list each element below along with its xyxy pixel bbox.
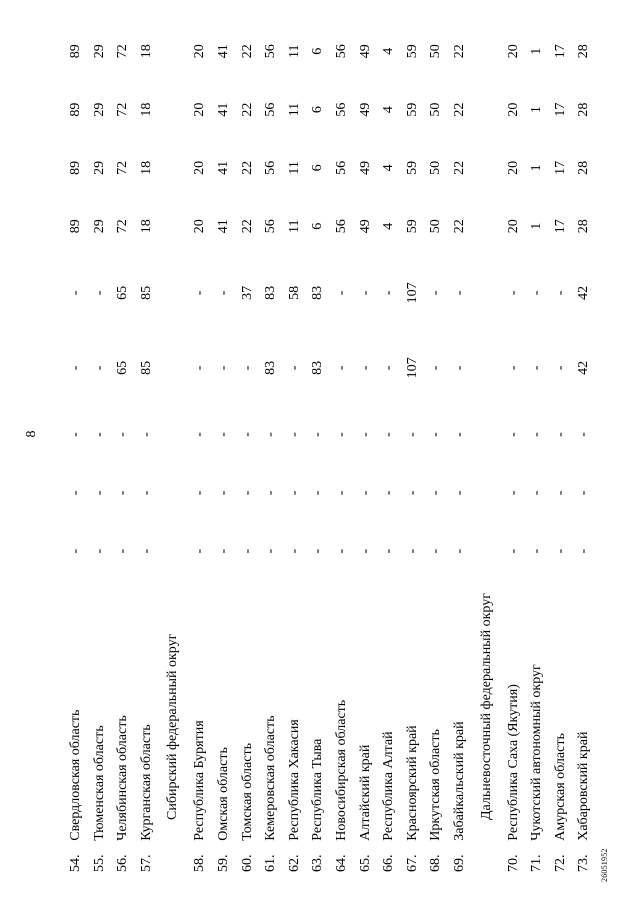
value-cell: - xyxy=(310,548,326,554)
value-cell: - xyxy=(428,432,444,437)
value-cell: 29 xyxy=(91,219,107,234)
value-cell: - xyxy=(381,432,397,437)
value-cell: 1 xyxy=(529,47,545,55)
value-cell: - xyxy=(286,365,302,371)
value-cell: - xyxy=(357,432,373,437)
value-cell: - xyxy=(428,490,444,496)
value-cell: 18 xyxy=(138,44,154,59)
value-cell: - xyxy=(215,490,231,496)
region-name: Хабаровский край xyxy=(576,731,592,841)
table-row xyxy=(259,22,283,872)
region-table xyxy=(64,22,596,872)
value-cell: - xyxy=(505,432,521,437)
value-cell: - xyxy=(381,548,397,554)
value-cell: 56 xyxy=(333,44,349,59)
row-number: 57. xyxy=(138,854,154,872)
value-cell: - xyxy=(310,432,326,437)
table-row xyxy=(572,22,596,872)
value-cell: 42 xyxy=(576,285,592,300)
value-cell: 22 xyxy=(239,219,255,234)
section-title: Дальневосточный федеральный округ xyxy=(478,593,494,820)
row-number: 70. xyxy=(505,854,521,872)
value-cell: - xyxy=(451,432,467,437)
table-row xyxy=(188,22,212,872)
value-cell: 41 xyxy=(215,219,231,234)
value-cell: 72 xyxy=(115,160,131,175)
table-row xyxy=(424,22,448,872)
value-cell: 11 xyxy=(286,219,302,233)
value-cell: 89 xyxy=(68,102,83,117)
value-cell: - xyxy=(138,432,154,437)
value-cell: - xyxy=(428,365,444,371)
row-number: 68. xyxy=(428,854,444,872)
table-row xyxy=(306,22,330,872)
value-cell: 6 xyxy=(310,106,326,114)
value-cell: - xyxy=(192,548,208,554)
value-cell: - xyxy=(286,548,302,554)
value-cell: - xyxy=(68,548,83,554)
value-cell: - xyxy=(451,490,467,496)
row-number: 64. xyxy=(333,854,349,872)
row-number: 61. xyxy=(263,854,279,872)
value-cell: - xyxy=(357,365,373,371)
table-row xyxy=(135,22,159,872)
value-cell: 72 xyxy=(115,219,131,234)
value-cell: 41 xyxy=(215,44,231,59)
value-cell: 85 xyxy=(138,285,154,300)
value-cell: 20 xyxy=(192,219,208,234)
table-row xyxy=(502,22,526,872)
value-cell: 17 xyxy=(552,44,568,59)
value-cell: 107 xyxy=(404,357,420,379)
value-cell: - xyxy=(239,365,255,371)
value-cell: - xyxy=(381,365,397,371)
value-cell: 28 xyxy=(576,219,592,234)
region-name: Амурская область xyxy=(552,733,568,841)
value-cell: - xyxy=(428,548,444,554)
region-name: Алтайский край xyxy=(357,744,373,841)
value-cell: 59 xyxy=(404,160,420,175)
value-cell: 49 xyxy=(357,219,373,234)
value-cell: 41 xyxy=(215,160,231,175)
value-cell: - xyxy=(381,290,397,296)
value-cell: - xyxy=(333,365,349,371)
row-number: 60. xyxy=(239,854,255,872)
value-cell: - xyxy=(552,365,568,371)
region-name: Курганская область xyxy=(138,724,154,841)
value-cell: - xyxy=(357,548,373,554)
table-row xyxy=(111,22,135,872)
table-row xyxy=(88,22,112,872)
value-cell: 20 xyxy=(192,44,208,59)
value-cell: - xyxy=(263,548,279,554)
value-cell: - xyxy=(505,290,521,296)
value-cell: - xyxy=(576,432,592,437)
region-name: Республика Тыва xyxy=(310,738,326,841)
value-cell: 6 xyxy=(310,222,326,230)
value-cell: - xyxy=(529,548,545,554)
value-cell: 4 xyxy=(381,164,397,172)
value-cell: - xyxy=(263,490,279,496)
value-cell: 20 xyxy=(505,219,521,234)
value-cell: - xyxy=(91,490,107,496)
value-cell: 50 xyxy=(428,219,444,234)
table-row xyxy=(354,22,378,872)
value-cell: 22 xyxy=(239,44,255,59)
value-cell: - xyxy=(192,290,208,296)
value-cell: 59 xyxy=(404,219,420,234)
value-cell: - xyxy=(404,548,420,554)
row-number: 73. xyxy=(576,854,592,872)
value-cell: 83 xyxy=(263,285,279,300)
row-number: 67. xyxy=(404,854,420,872)
value-cell: 58 xyxy=(286,285,302,300)
value-cell: 4 xyxy=(381,222,397,230)
value-cell: - xyxy=(91,365,107,371)
value-cell: - xyxy=(451,365,467,371)
value-cell: 18 xyxy=(138,160,154,175)
value-cell: - xyxy=(263,432,279,437)
table-row xyxy=(330,22,354,872)
value-cell: 56 xyxy=(263,102,279,117)
value-cell: - xyxy=(529,490,545,496)
value-cell: 20 xyxy=(505,44,521,59)
row-number: 59. xyxy=(215,854,231,872)
value-cell: - xyxy=(68,432,83,437)
value-cell: - xyxy=(215,290,231,296)
value-cell: - xyxy=(333,432,349,437)
value-cell: - xyxy=(192,432,208,437)
value-cell: - xyxy=(505,548,521,554)
value-cell: 41 xyxy=(215,102,231,117)
table-row xyxy=(283,22,307,872)
value-cell: 56 xyxy=(333,102,349,117)
table-row xyxy=(549,22,573,872)
table-row xyxy=(401,22,425,872)
region-name: Республика Бурятия xyxy=(192,720,208,841)
value-cell: 6 xyxy=(310,47,326,55)
value-cell: 1 xyxy=(529,164,545,172)
row-number: 72. xyxy=(552,854,568,872)
page-number: 8 xyxy=(24,430,39,438)
section-header-row xyxy=(158,22,188,872)
value-cell: - xyxy=(552,290,568,296)
value-cell: 1 xyxy=(529,106,545,114)
region-name: Чукотский автономный округ xyxy=(529,664,545,841)
value-cell: - xyxy=(552,548,568,554)
value-cell: - xyxy=(505,490,521,496)
region-name: Иркутская область xyxy=(428,729,444,841)
region-name: Новосибирская область xyxy=(333,699,349,841)
value-cell: 85 xyxy=(138,360,154,375)
value-cell: 49 xyxy=(357,160,373,175)
row-number: 58. xyxy=(192,854,208,872)
value-cell: 22 xyxy=(451,102,467,117)
value-cell: 22 xyxy=(451,44,467,59)
region-name: Свердловская область xyxy=(68,709,83,841)
value-cell: - xyxy=(192,365,208,371)
value-cell: - xyxy=(333,290,349,296)
region-name: Республика Хакасия xyxy=(286,719,302,841)
region-name: Забайкальский край xyxy=(451,721,467,841)
value-cell: 4 xyxy=(381,106,397,114)
value-cell: - xyxy=(239,432,255,437)
value-cell: 89 xyxy=(68,44,83,59)
value-cell: - xyxy=(192,490,208,496)
value-cell: - xyxy=(68,490,83,496)
value-cell: 17 xyxy=(552,160,568,175)
region-name: Томская область xyxy=(239,743,255,841)
row-number: 56. xyxy=(115,854,131,872)
value-cell: 29 xyxy=(91,160,107,175)
value-cell: - xyxy=(115,548,131,554)
value-cell: 22 xyxy=(239,160,255,175)
value-cell: 20 xyxy=(505,102,521,117)
value-cell: 29 xyxy=(91,102,107,117)
table-row xyxy=(525,22,549,872)
region-name: Омская область xyxy=(215,747,231,841)
value-cell: 17 xyxy=(552,219,568,234)
value-cell: 11 xyxy=(286,44,302,58)
table-row xyxy=(377,22,401,872)
value-cell: 28 xyxy=(576,102,592,117)
value-cell: 22 xyxy=(451,219,467,234)
value-cell: - xyxy=(451,290,467,296)
value-cell: 6 xyxy=(310,164,326,172)
row-number: 69. xyxy=(451,854,467,872)
value-cell: 37 xyxy=(239,285,255,300)
value-cell: 11 xyxy=(286,161,302,175)
row-number: 62. xyxy=(286,854,302,872)
value-cell: 72 xyxy=(115,102,131,117)
section-header-row xyxy=(472,22,502,872)
value-cell: - xyxy=(91,432,107,437)
table-row xyxy=(236,22,260,872)
value-cell: 28 xyxy=(576,160,592,175)
value-cell: - xyxy=(239,490,255,496)
value-cell: - xyxy=(115,490,131,496)
value-cell: - xyxy=(138,490,154,496)
value-cell: - xyxy=(286,490,302,496)
value-cell: - xyxy=(138,548,154,554)
value-cell: - xyxy=(91,290,107,296)
value-cell: - xyxy=(357,290,373,296)
value-cell: 56 xyxy=(263,219,279,234)
value-cell: 56 xyxy=(263,160,279,175)
value-cell: - xyxy=(357,490,373,496)
value-cell: 11 xyxy=(286,102,302,117)
value-cell: 83 xyxy=(263,360,279,375)
region-name: Республика Алтай xyxy=(381,731,397,841)
value-cell: 18 xyxy=(138,219,154,234)
value-cell: 107 xyxy=(404,282,420,304)
value-cell: 89 xyxy=(68,160,83,175)
rotated-page xyxy=(20,22,620,882)
value-cell: 56 xyxy=(333,219,349,234)
value-cell: - xyxy=(381,490,397,496)
value-cell: - xyxy=(215,365,231,371)
value-cell: 22 xyxy=(239,102,255,117)
row-number: 54. xyxy=(68,854,83,872)
section-title: Сибирский федеральный округ xyxy=(165,633,181,820)
row-number: 65. xyxy=(357,854,373,872)
value-cell: - xyxy=(552,490,568,496)
table-row xyxy=(64,22,88,872)
value-cell: - xyxy=(404,490,420,496)
value-cell: - xyxy=(91,548,107,554)
value-cell: - xyxy=(310,490,326,496)
value-cell: - xyxy=(505,365,521,371)
value-cell: 22 xyxy=(451,160,467,175)
value-cell: 20 xyxy=(192,160,208,175)
value-cell: 49 xyxy=(357,44,373,59)
value-cell: 65 xyxy=(115,285,131,300)
document-code: 26051952 xyxy=(600,848,609,882)
value-cell: 20 xyxy=(192,102,208,117)
value-cell: 65 xyxy=(115,360,131,375)
value-cell: - xyxy=(576,548,592,554)
value-cell: - xyxy=(552,432,568,437)
value-cell: 56 xyxy=(263,44,279,59)
table-row xyxy=(448,22,472,872)
value-cell: 59 xyxy=(404,102,420,117)
value-cell: - xyxy=(115,432,131,437)
value-cell: - xyxy=(529,365,545,371)
value-cell: - xyxy=(239,548,255,554)
table-row xyxy=(212,22,236,872)
value-cell: - xyxy=(68,290,83,296)
region-name: Кемеровская область xyxy=(263,715,279,841)
value-cell: 1 xyxy=(529,222,545,230)
value-cell: - xyxy=(529,432,545,437)
row-number: 71. xyxy=(529,854,545,872)
value-cell: 29 xyxy=(91,44,107,59)
value-cell: 50 xyxy=(428,102,444,117)
row-number: 63. xyxy=(310,854,326,872)
region-name: Челябинская область xyxy=(115,715,131,841)
value-cell: 59 xyxy=(404,44,420,59)
value-cell: 28 xyxy=(576,44,592,59)
value-cell: - xyxy=(451,548,467,554)
value-cell: 50 xyxy=(428,160,444,175)
value-cell: 42 xyxy=(576,360,592,375)
value-cell: 17 xyxy=(552,102,568,117)
value-cell: 72 xyxy=(115,44,131,59)
value-cell: 18 xyxy=(138,102,154,117)
region-name: Тюменская область xyxy=(91,725,107,841)
value-cell: - xyxy=(215,432,231,437)
value-cell: 89 xyxy=(68,219,83,234)
value-cell: - xyxy=(404,432,420,437)
value-cell: 4 xyxy=(381,47,397,55)
value-cell: 56 xyxy=(333,160,349,175)
value-cell: - xyxy=(529,290,545,296)
value-cell: - xyxy=(576,490,592,496)
row-number: 66. xyxy=(381,854,397,872)
value-cell: - xyxy=(68,365,83,371)
row-number: 55. xyxy=(91,854,107,872)
value-cell: - xyxy=(333,490,349,496)
value-cell: - xyxy=(215,548,231,554)
value-cell: 49 xyxy=(357,102,373,117)
value-cell: - xyxy=(286,432,302,437)
value-cell: 50 xyxy=(428,44,444,59)
value-cell: 83 xyxy=(310,360,326,375)
region-name: Красноярский край xyxy=(404,725,420,841)
value-cell: 83 xyxy=(310,285,326,300)
region-name: Республика Саха (Якутия) xyxy=(505,684,521,841)
value-cell: 20 xyxy=(505,160,521,175)
value-cell: - xyxy=(428,290,444,296)
value-cell: - xyxy=(333,548,349,554)
